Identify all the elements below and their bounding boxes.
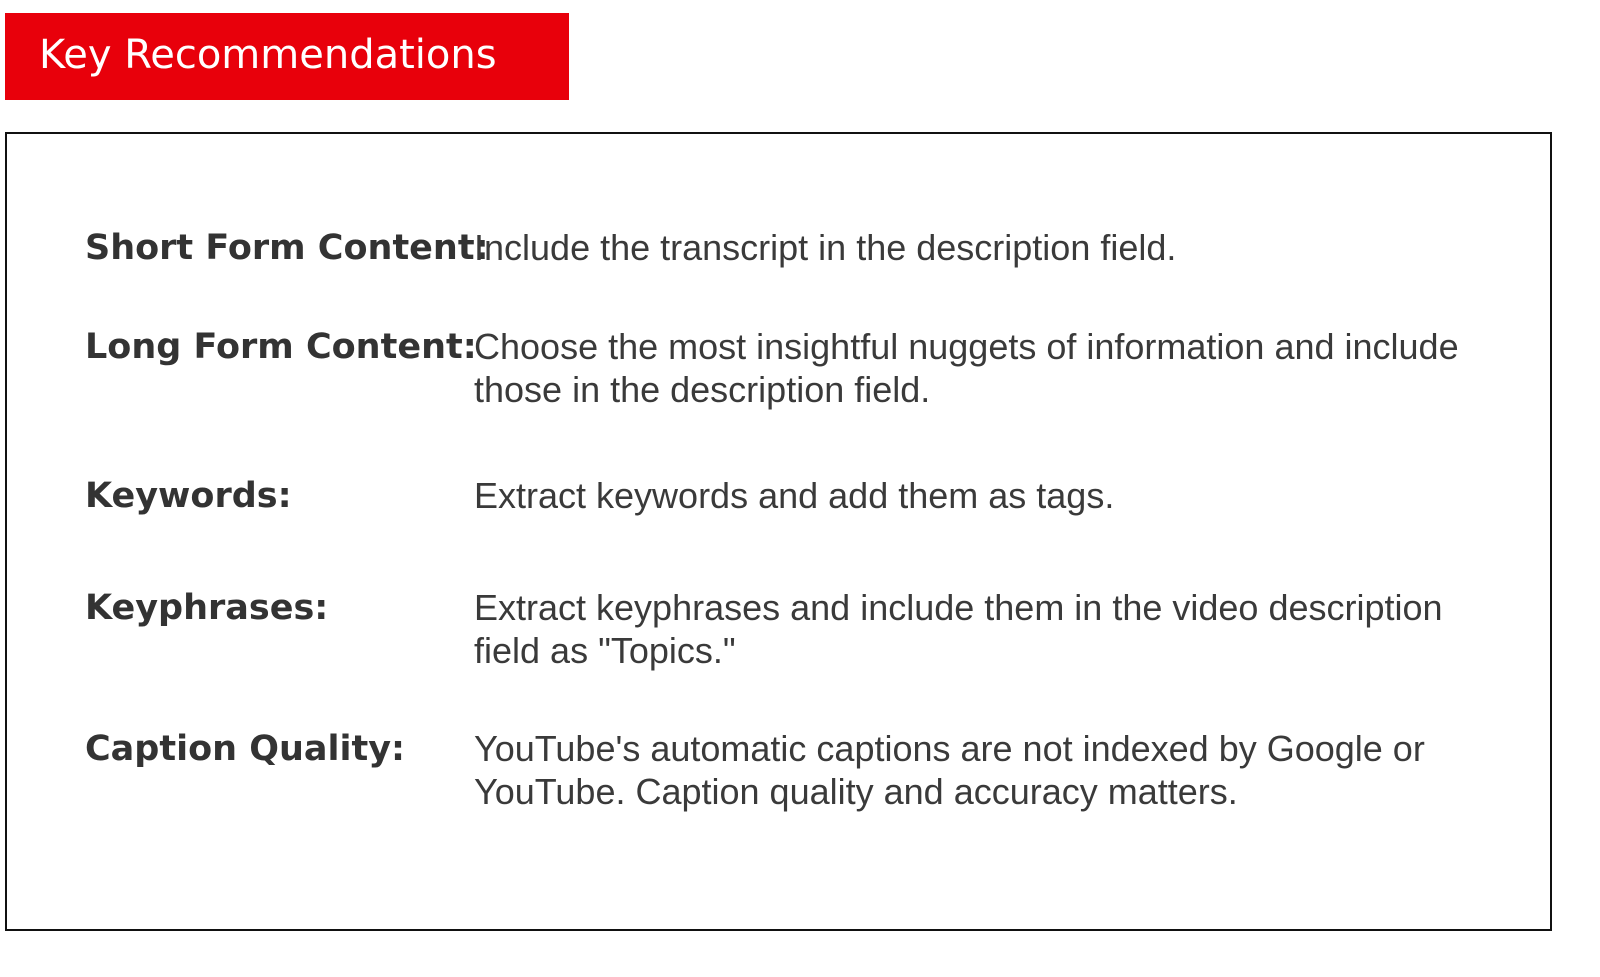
recommendation-label: Short Form Content: [85,228,489,268]
recommendation-text: Extract keywords and add them as tags. [474,475,1115,516]
recommendation-text: Extract keyphrases and include them in the video description field as "Topics." [474,587,1443,671]
recommendation-text: Include the transcript in the description field. [474,227,1177,268]
title-banner [5,13,569,100]
page-title: Key Recommendations [39,32,497,78]
recommendation-label: Caption Quality: [85,729,406,769]
recommendation-label: Keyphrases: [85,588,329,628]
recommendation-label: Long Form Content: [85,327,477,367]
recommendations-panel [5,132,1552,931]
recommendation-text: Choose the most insightful nuggets of information and include those in the description field. [474,326,1459,410]
recommendation-label: Keywords: [85,476,292,516]
recommendation-text: YouTube's automatic captions are not indexed by Google or YouTube. Caption quality and accuracy matters. [474,728,1425,812]
